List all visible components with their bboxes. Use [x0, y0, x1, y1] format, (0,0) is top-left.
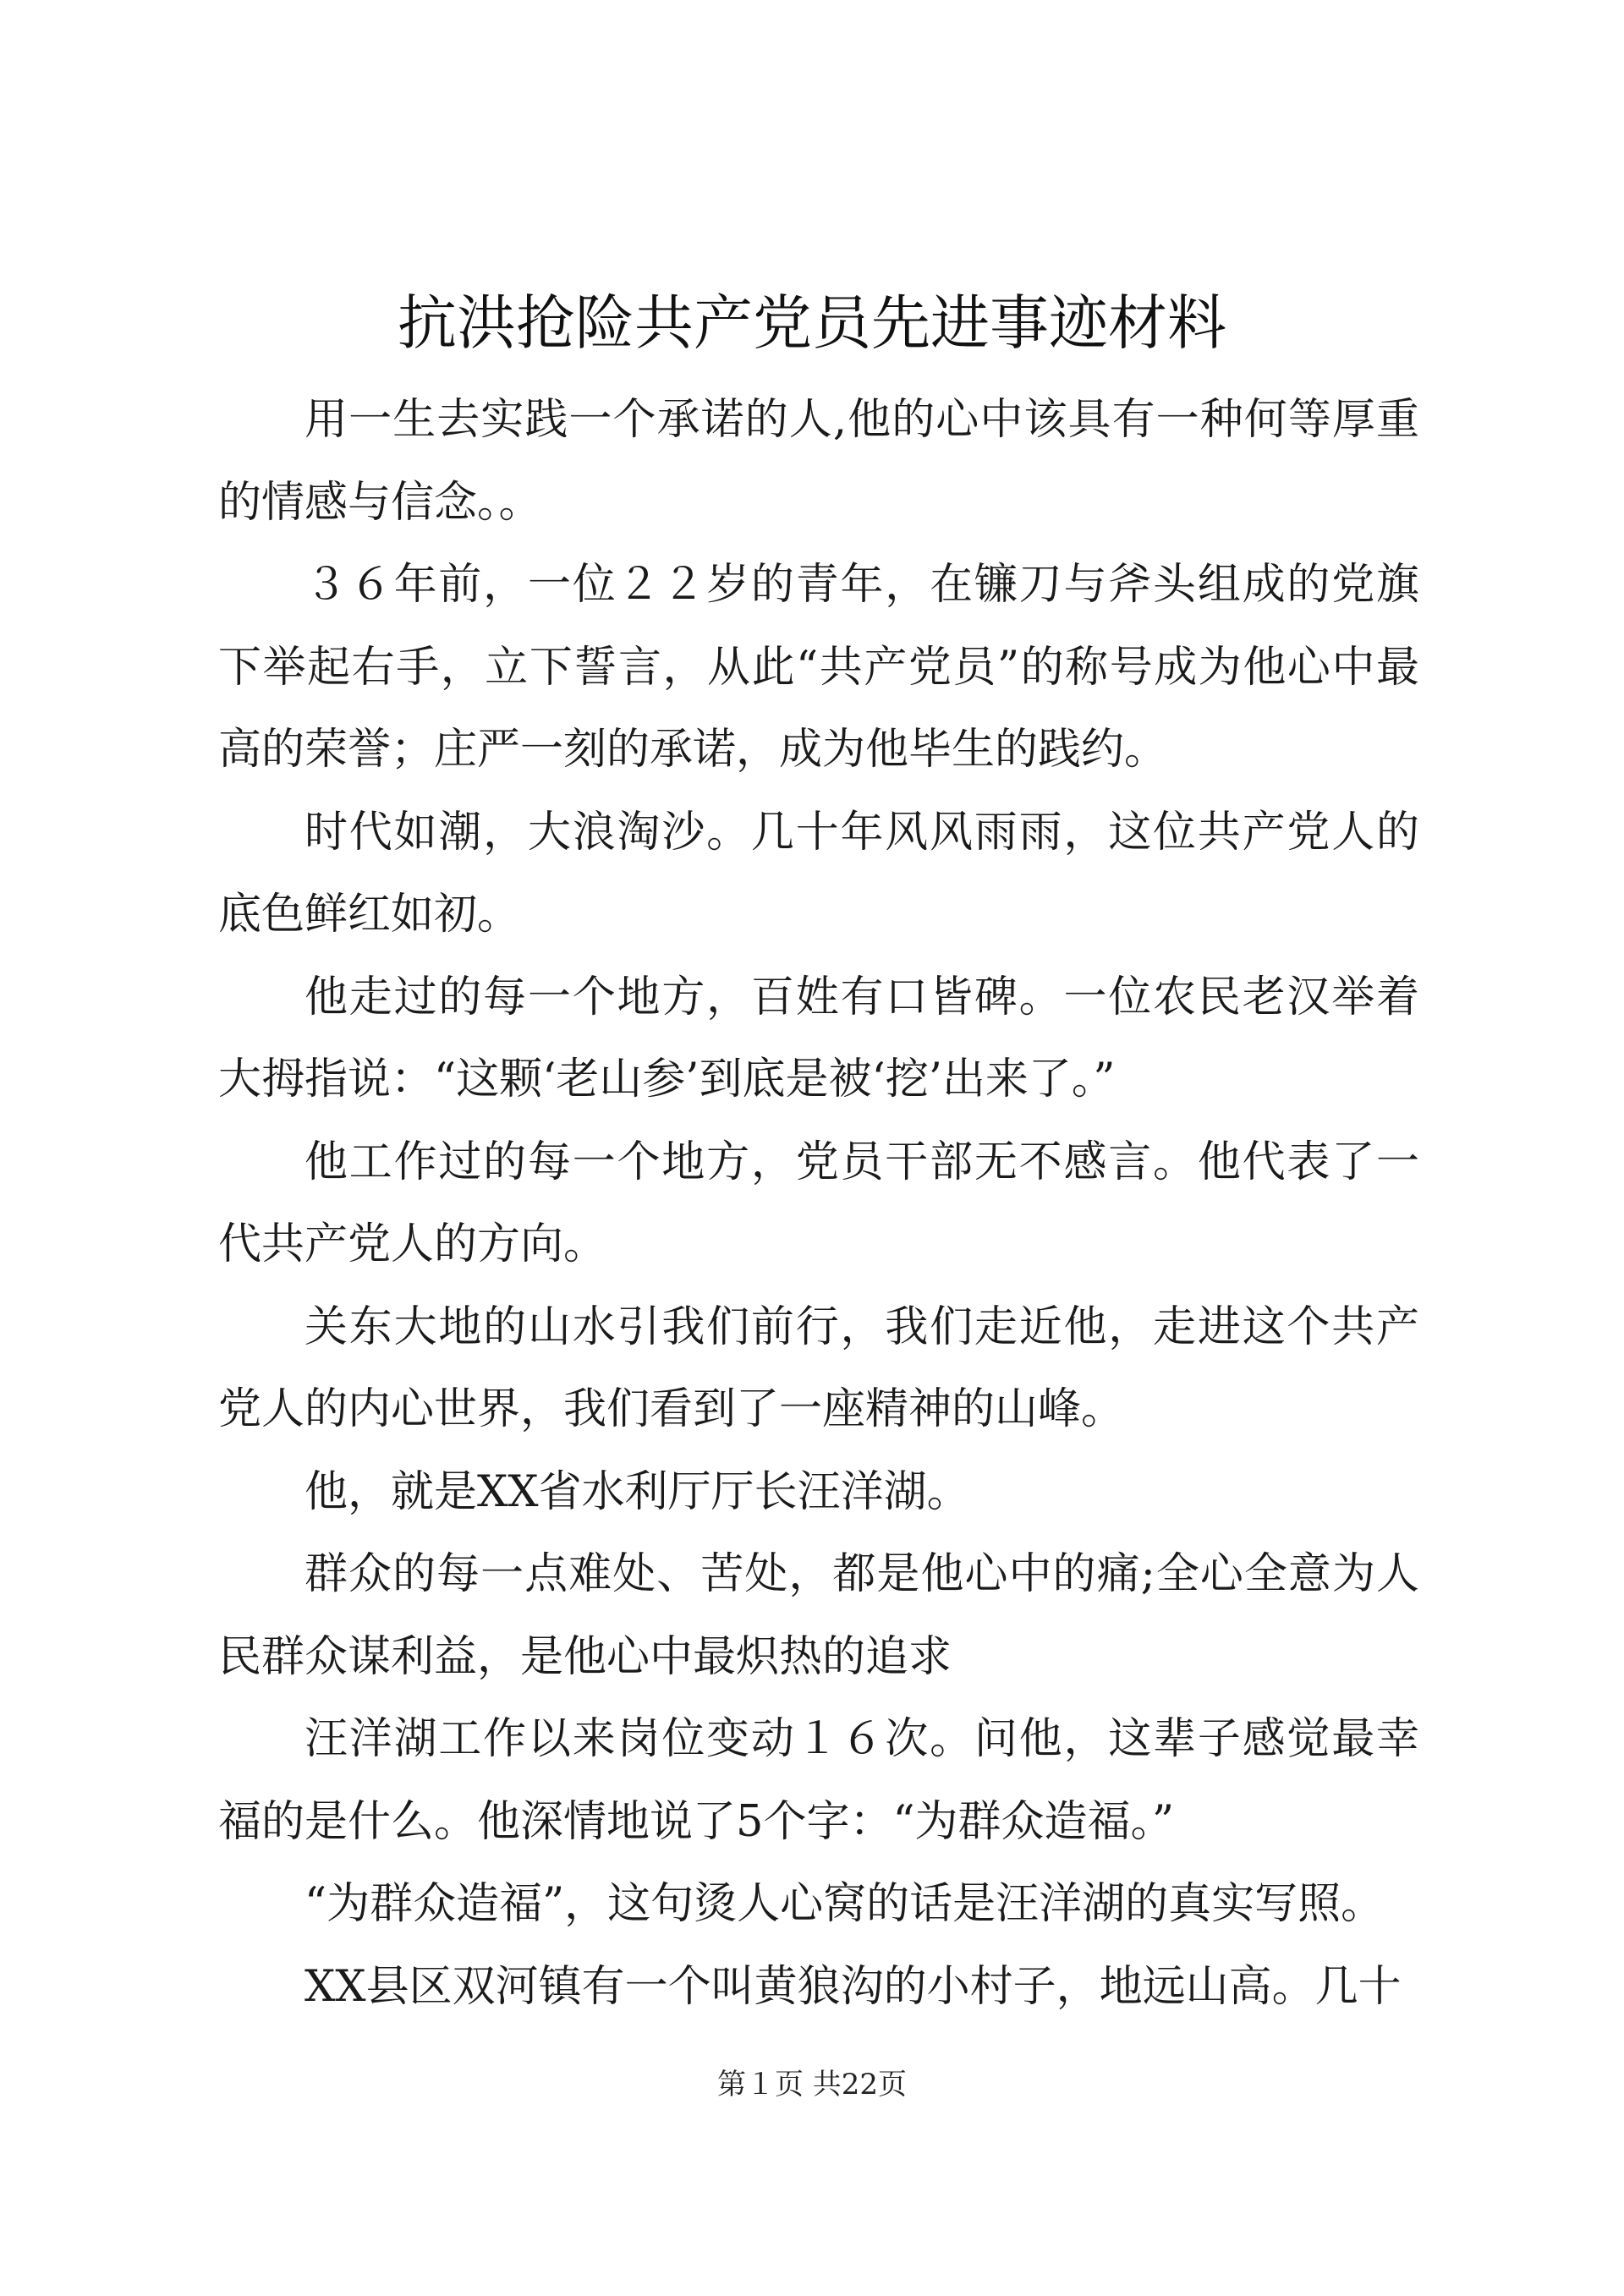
paragraph: ３６年前，一位２２岁的青年，在镰刀与斧头组成的党旗下举起右手，立下誓言，从此“共产党员”的称号成为他心中最高的荣誉；庄严一刻的承诺，成为他毕生的践约。 — [218, 560, 1419, 775]
document-title: 抗洪抢险共产党员先进事迹材料 — [398, 288, 1226, 358]
document-body — [218, 379, 1419, 2028]
paragraph: 他工作过的每一个地方，党员干部无不感言。他代表了一代共产党人的方向。 — [218, 1137, 1419, 1269]
paragraph: 关东大地的山水引我们前行，我们走近他，走进这个共产党人的内心世界，我们看到了一座精神的山峰。 — [218, 1301, 1419, 1434]
paragraph: 他，就是XX省水利厅厅长汪洋湖。 — [304, 1466, 970, 1517]
paragraph: 用一生去实践一个承诺的人,他的心中该具有一种何等厚重的情感与信念。。 — [218, 395, 1419, 528]
paragraph: “为群众造福”，这句烫人心窝的话是汪洋湖的真实写照。 — [304, 1879, 1385, 1929]
paragraph: 汪洋湖工作以来岗位变动１６次。问他，这辈子感觉最幸福的是什么。他深情地说了5个字：“为群众造福。” — [218, 1714, 1419, 1847]
page-number-footer: 第１页 共22页 — [716, 2068, 908, 2101]
paragraph: XX县区双河镇有一个叫黄狼沟的小村子，地远山高。几十 — [304, 1961, 1402, 2012]
paragraph: 群众的每一点难处、苦处，都是他心中的痛;全心全意为人民群众谋利益，是他心中最炽热的追求 — [218, 1549, 1419, 1682]
paragraph: 时代如潮，大浪淘沙。几十年风风雨雨，这位共产党人的底色鲜红如初。 — [218, 807, 1419, 940]
paragraph: 他走过的每一个地方，百姓有口皆碑。一位农民老汉举着大拇指说：“这颗‘老山参’到底是被‘挖’出来了。” — [218, 972, 1419, 1104]
